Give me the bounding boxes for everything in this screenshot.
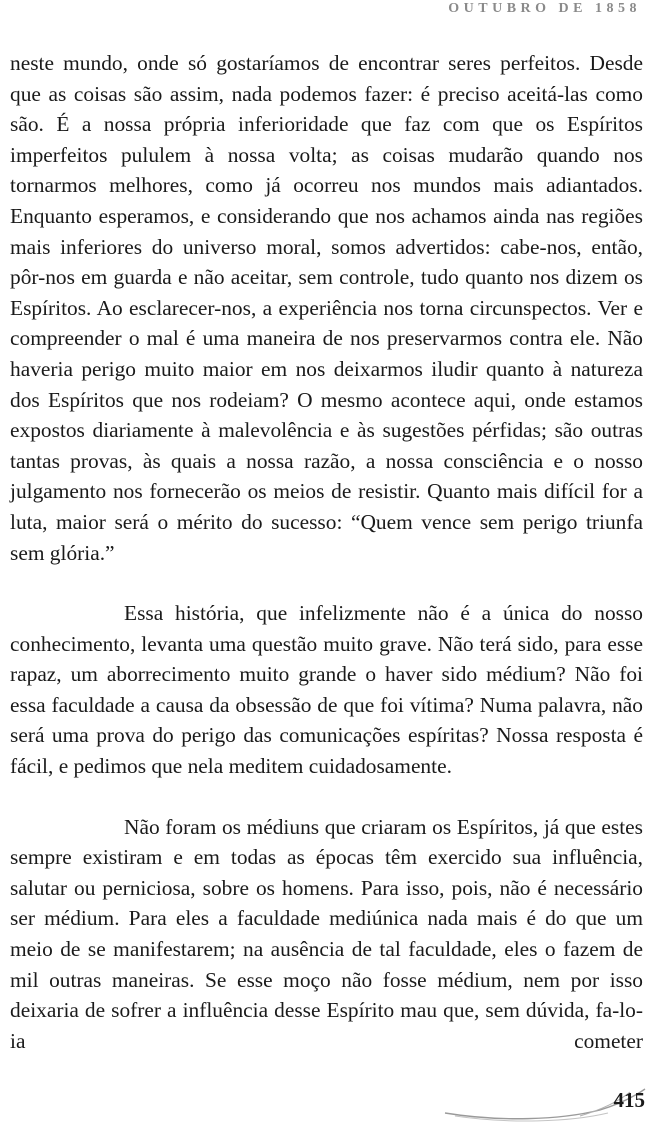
page-body <box>10 48 643 1056</box>
body-paragraph-3: Não foram os médiuns que criaram os Espíritos, já que estes sempre existiram e em todas as épocas têm exercido sua influência, salutar ou perniciosa, sobre os homens. Para isso, pois, não é necessário ser médium. Para eles a faculdade mediúnica nada mais é do que um meio de se manifestarem; na ausência de tal faculdade, eles o fazem de mil outras maneiras. Se esse moço não fosse médium, nem por isso deixaria de sofrer a influência desse Espírito mau que, sem dúvida, fa-lo-ia cometer <box>10 814 643 1053</box>
body-paragraph-2: Essa história, que infelizmente não é a única do nosso conhecimento, levanta uma questão muito grave. Não terá sido, para esse rapaz, um aborrecimento muito grande o haver sido médium? Não foi essa faculdade a causa da obsessão de que foi vítima? Numa palavra, não será uma prova do perigo das comunicações espíritas? Nossa resposta é fácil, e pedimos que nela meditem cuidadosamente. <box>10 601 643 779</box>
running-header: OUTUBRO DE 1858 <box>448 1 641 16</box>
body-paragraph-1: neste mundo, onde só gostaríamos de encontrar seres perfeitos. Desde que as coisas são assim, nada podemos fazer: é preciso aceitá-las como são. É a nossa própria inferioridade que faz com que os Espíritos imperfeitos pululem à nossa volta; as coisas mudarão quando nos tornarmos melhores, como já ocorreu nos mundos mais adiantados. Enquanto esperamos, e considerando que nos achamos ainda nas regiões mais inferiores do universo moral, somos advertidos: cabe-nos, então, pôr-nos em guarda e não aceitar, sem controle, tudo quanto nos dizem os Espíritos. Ao esclarecer-nos, a experiência nos torna circunspectos. Ver e compreender o mal é uma maneira de nos preservarmos contra ele. Não haveria perigo muito maior em nos deixarmos iludir quanto à natureza dos Espíritos que nos rodeiam? O mesmo acontece aqui, onde estamos expostos diariamente à malevolência e às sugestões pérfidas; são outras tantas provas, às quais a nossa razão, a nossa consciência e o nosso julgamento nos fornecerão os meios de resistir. Quanto mais difícil for a luta, maior será o mérito do sucesso: “Quem vence sem perigo triunfa sem glória.” <box>10 51 643 565</box>
page-number: 415 <box>613 1088 645 1112</box>
